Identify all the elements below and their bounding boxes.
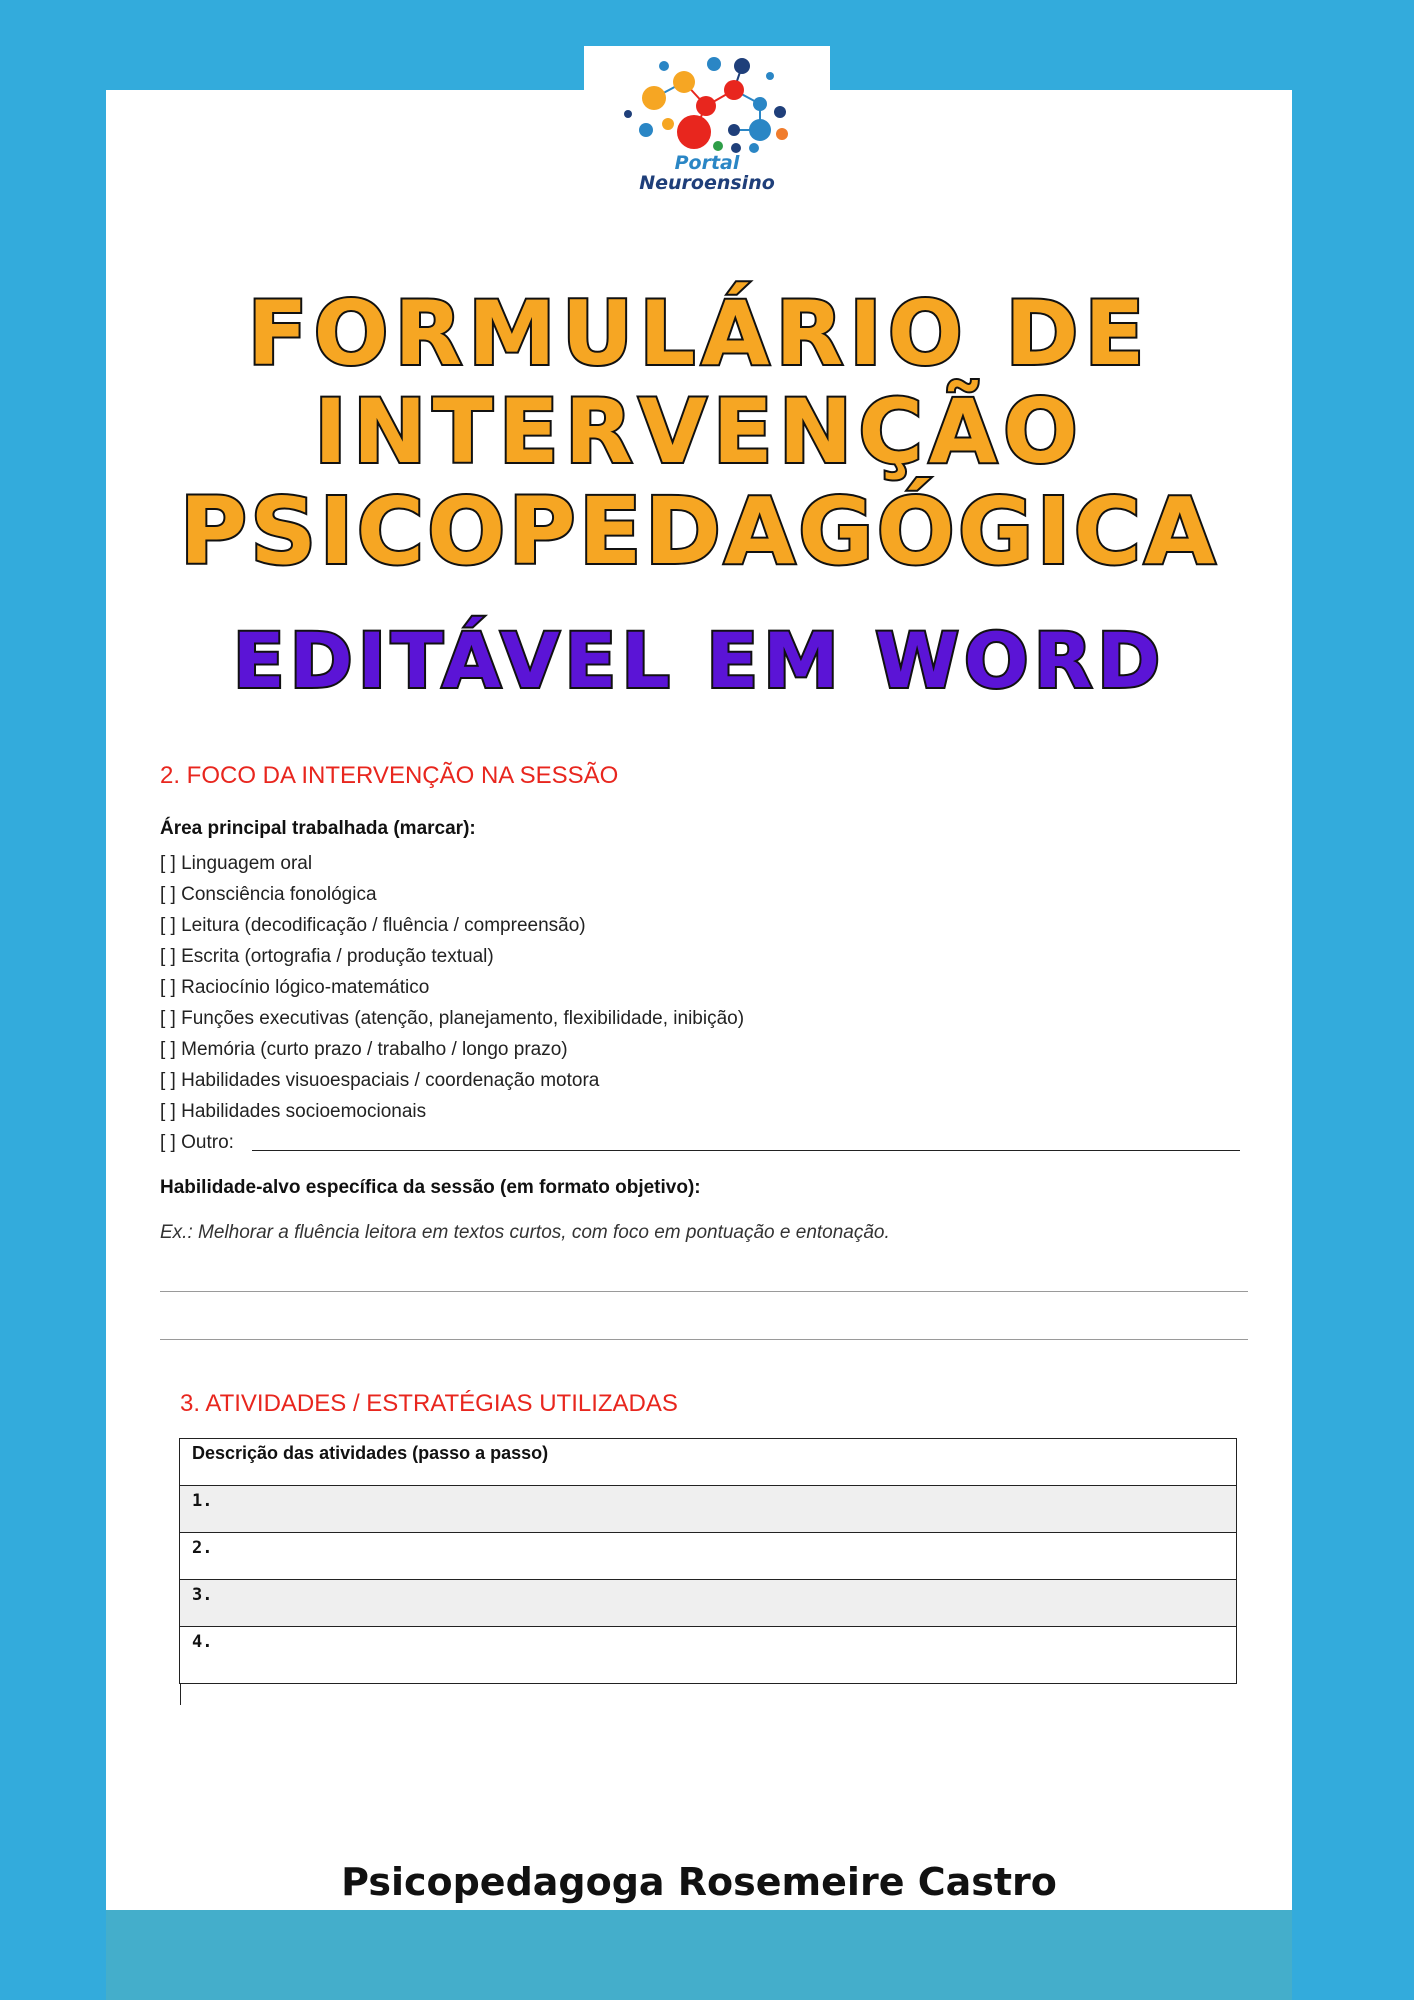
table-row[interactable] [180,1486,1237,1533]
option-other-label: [ ] Outro: [160,1132,234,1153]
title-line-2: INTERVENÇÃO [314,380,1084,483]
author-name: Psicopedagoga Rosemeire Castro [341,1860,1057,1904]
option-item[interactable]: [ ] Leitura (decodificação / fluência / compreensão) [160,915,586,936]
table-cell[interactable] [180,1533,1237,1580]
table-header-cell: Descrição das atividades (passo a passo) [180,1439,1237,1486]
logo-text-neuroensino: Neuroensino [639,172,775,194]
area-options-list [160,848,1240,1158]
title-line-1: FORMULÁRIO DE [247,282,1151,385]
option-item[interactable]: [ ] Consciência fonológica [160,884,377,905]
subtitle: EDITÁVEL EM WORD [232,616,1166,705]
option-item-other[interactable] [160,1127,1240,1158]
molecule-logo-icon [584,46,830,156]
option-item[interactable]: [ ] Funções executivas (atenção, planejamento, flexibilidade, inibição) [160,1008,745,1029]
option-item[interactable]: [ ] Escrita (ortografia / produção textual) [160,946,494,967]
table-header-row [180,1439,1237,1486]
table-row[interactable] [180,1627,1237,1684]
skill-example-text: Ex.: Melhorar a fluência leitora em textos curtos, com foco em pontuação e entonação. [160,1222,890,1243]
section-2-heading: 2. FOCO DA INTERVENÇÃO NA SESSÃO [160,762,619,789]
title-line-3: PSICOPEDAGÓGICA [179,478,1219,585]
table-cell[interactable] [180,1486,1237,1533]
logo-text-portal: Portal [674,152,740,174]
row-number: 4. [192,1632,213,1652]
table-row[interactable] [180,1533,1237,1580]
other-fill-line[interactable] [252,1132,1240,1151]
answer-line-2[interactable] [160,1339,1248,1340]
area-label: Área principal trabalhada (marcar): [160,818,476,839]
text-cursor [180,1683,181,1705]
bottom-band [106,1910,1292,2000]
row-number: 2. [192,1538,213,1558]
option-item[interactable]: [ ] Raciocínio lógico-matemático [160,977,430,998]
activities-table [179,1438,1237,1684]
option-item[interactable]: [ ] Memória (curto prazo / trabalho / longo prazo) [160,1039,568,1060]
section-3-heading: 3. ATIVIDADES / ESTRATÉGIAS UTILIZADAS [180,1390,678,1417]
option-item[interactable]: [ ] Habilidades visuoespaciais / coordenação motora [160,1070,600,1091]
table-cell[interactable] [180,1627,1237,1684]
answer-line-1[interactable] [160,1291,1248,1292]
table-row[interactable] [180,1580,1237,1627]
table-cell[interactable] [180,1580,1237,1627]
option-item[interactable]: [ ] Linguagem oral [160,853,313,874]
row-number: 1. [192,1491,213,1511]
row-number: 3. [192,1585,213,1605]
option-item[interactable]: [ ] Habilidades socioemocionais [160,1101,427,1122]
portal-neuroensino-logo [584,46,830,196]
skill-target-label: Habilidade-alvo específica da sessão (em formato objetivo): [160,1177,701,1198]
